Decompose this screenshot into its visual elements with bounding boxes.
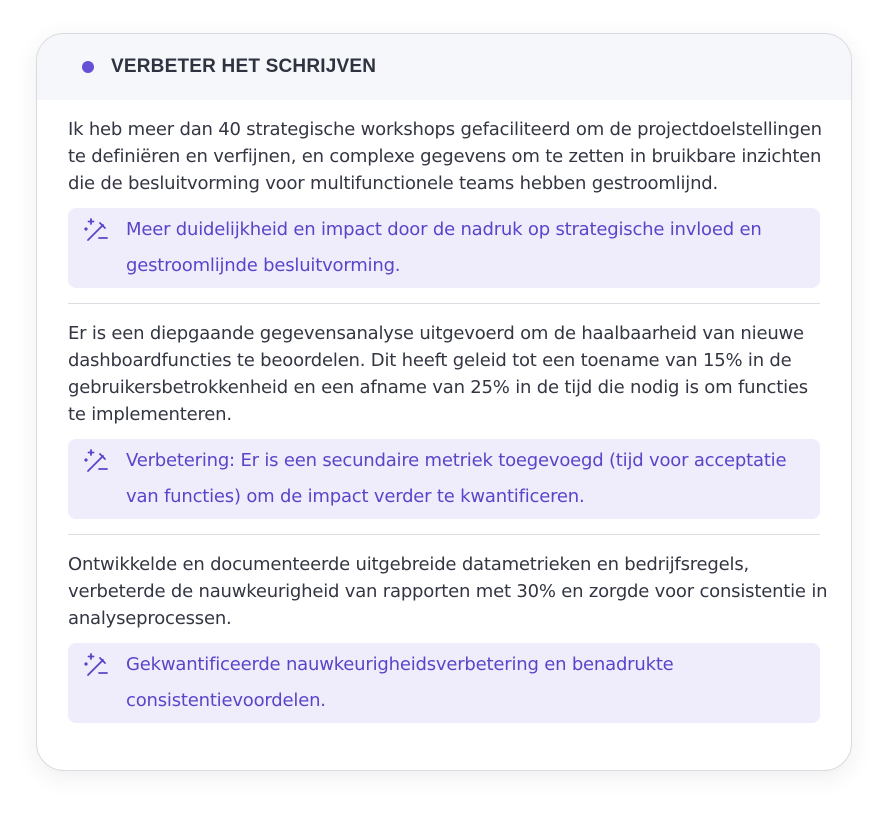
suggestion-item xyxy=(37,304,851,519)
card-title: VERBETER HET SCHRIJVEN xyxy=(111,56,377,77)
suggestion-item xyxy=(37,535,851,723)
suggestion-box[interactable] xyxy=(68,643,820,723)
original-text: Er is een diepgaande gegevensanalyse uitgevoerd om de haalbaarheid van nieuwe dashboardfuncties te beoordelen. Dit heeft geleid tot een toename van 15% in de gebruikersbetrokkenheid en een afname van 25% in de tijd die nodig is om functies te implementeren. xyxy=(68,323,808,425)
suggestion-text: Meer duidelijkheid en impact door de nadruk op strategische invloed en gestroomlijnde besluitvorming. xyxy=(126,219,762,276)
suggestion-text: Verbetering: Er is een secundaire metriek toegevoegd (tijd voor acceptatie van functies) om de impact verder te kwantificeren. xyxy=(126,450,787,507)
suggestion-box[interactable] xyxy=(68,208,820,288)
improve-writing-card xyxy=(36,33,852,771)
magic-wand-icon xyxy=(82,650,112,680)
magic-wand-icon xyxy=(82,446,112,476)
original-text: Ontwikkelde en documenteerde uitgebreide datametrieken en bedrijfsregels, verbeterde de nauwkeurigheid van rapporten met 30% en zorgde voor consistentie in analyseprocessen. xyxy=(68,554,828,629)
original-text: Ik heb meer dan 40 strategische workshops gefaciliteerd om de projectdoelstellingen te definiëren en verfijnen, en complexe gegevens om te zetten in bruikbare inzichten die de besluitvorming voor multifunctionele teams hebben gestroomlijnd. xyxy=(68,119,822,194)
magic-wand-icon xyxy=(82,215,112,245)
suggestion-text: Gekwantificeerde nauwkeurigheidsverbetering en benadrukte consistentievoordelen. xyxy=(126,654,674,711)
suggestion-box[interactable] xyxy=(68,439,820,519)
card-header xyxy=(37,34,851,100)
suggestion-item xyxy=(37,100,851,288)
status-dot xyxy=(82,61,94,73)
